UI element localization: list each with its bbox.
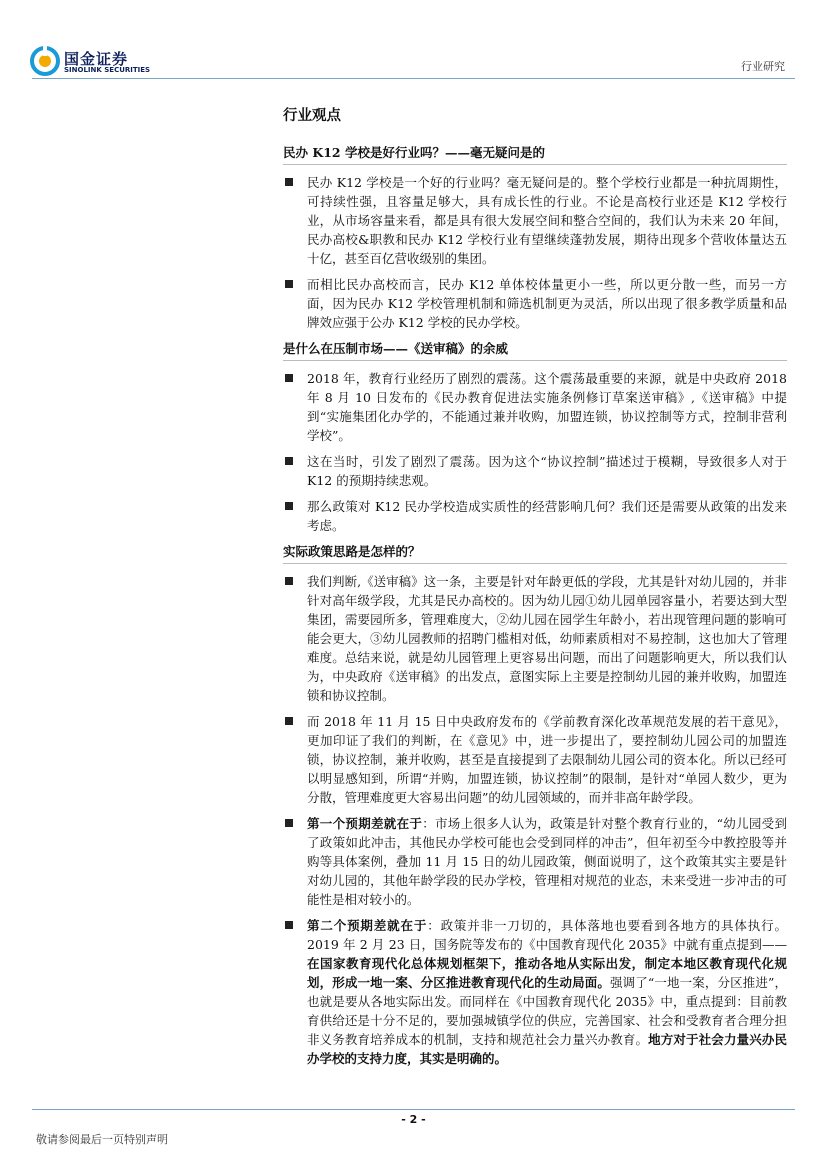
company-logo <box>30 46 160 80</box>
square-bullet-icon <box>283 712 307 807</box>
list-item <box>283 452 787 490</box>
heading-block-1 <box>283 143 787 165</box>
bold-quote: 在国家教育现代化总体规划框架下，推动各地从实际出发，制定本地区教育现代化规划，形成一地一案、分区推进教育现代化的生动局面。 <box>307 956 787 990</box>
section-heading: 是什么在压制市场——《送审稿》的余威 <box>283 341 509 356</box>
paragraph: 我们判断,《送审稿》这一条，主要是针对年龄更低的学段，尤其是针对幼儿园的，并非针对高年级学段，尤其是民办高校的。因为幼儿园①幼儿园单园容量小，若要达到大型集团，需要园所多，管理难度大，②幼儿园在园学生年龄小，若出现管理问题的影响可能会更大，③幼儿园教师的招聘门槛相对低，幼师素质相对不易控制，这也加大了管理难度。总结来说，就是幼儿园管理上更容易出问题，而出了问题影响更大，所以我们认为，中央政府《送审稿》的出发点，意图实际上主要是控制幼儿园的兼并收购，加盟连锁和协议控制。 <box>307 574 787 703</box>
footer-divider <box>32 1109 795 1110</box>
square-bullet-icon <box>283 814 307 909</box>
page-number: - 2 - <box>401 1113 426 1126</box>
list-item <box>283 369 787 445</box>
list-item <box>283 173 787 268</box>
paragraph-body: 强调了“一地一案，分区推进”，也就是要从各地实际出发。而同样在《中国教育现代化 2035》中，重点提到：目前教育供给还是十分不足的，要加强城镇学位的供应，完善国家、社会和受教育者合理分担非义务教育培养成本的机制，支持和规范社会力量兴办教育。 <box>307 975 787 1047</box>
list-item <box>283 572 787 705</box>
section-heading: 民办 K12 学校是好行业吗？——毫无疑问是的 <box>283 145 545 160</box>
square-bullet-icon <box>283 916 307 1068</box>
paragraph: 而 2018 年 11 月 15 日中央政府发布的《学前教育深化改革规范发展的若干意见》，更加印证了我们的判断，在《意见》中，进一步提出了，要控制幼儿园公司的加盟连锁，协议控制，兼并收购，甚至是直接提到了去限制幼儿园公司的资本化。所以已经可以明显感知到，所谓“并购，加盟连锁，协议控制”的限制，是针对“单园人数少，更为分散，管理难度更大容易出问题”的幼儿园领域的，而并非高年龄学段。 <box>307 714 787 805</box>
paragraph <box>307 916 787 1068</box>
list-item <box>283 712 787 807</box>
bold-lead: 第二个预期差就在于 <box>307 918 428 933</box>
footer-disclaimer: 敬请参阅最后一页特别声明 <box>36 1133 168 1146</box>
heading-block-2 <box>283 339 787 361</box>
paragraph: 民办 K12 学校是一个好的行业吗？毫无疑问是的。整个学校行业都是一种抗周期性，可持续性强，且容量足够大，具有成长性的行业。不论是高校行业还是 K12 学校行业，从市场容量来看，都是具有很大发展空间和整合空间的，我们认为未来 20 年间，民办高校&职教和民办 K12 学校行业有望继续蓬勃发展，期待出现多个营收体量达五十亿，甚至百亿营收级别的集团。 <box>307 175 787 266</box>
list-item <box>283 275 787 332</box>
bold-conclusion: 地方对于社会力量兴办民办学校的支持力度，其实是明确的。 <box>307 1032 787 1066</box>
square-bullet-icon <box>283 275 307 332</box>
logo-text-en: SINOLINK SECURITIES <box>64 66 151 74</box>
page-title: 行业观点 <box>283 107 341 124</box>
main-content <box>283 104 787 1075</box>
section-label: 行业研究 <box>741 60 785 73</box>
paragraph-body: ：政策并非一刀切的，具体落地也要看到各地方的具体执行。2019 年 2 月 23 日，国务院等发布的《中国教育现代化 2035》中就有重点提到—— <box>307 918 787 952</box>
paragraph: 而相比民办高校而言，民办 K12 单体校体量更小一些，所以更分散一些，而另一方面，因为民办 K12 学校管理机制和筛选机制更为灵活，所以出现了很多教学质量和品牌效应强于公办 K12 学校的民办学校。 <box>307 277 787 330</box>
sinolink-logo-icon <box>30 46 60 76</box>
paragraph-body: ：市场上很多人认为，政策是针对整个教育行业的，“幼儿园受到了政策如此冲击，其他民办学校可能也会受到同样的冲击”，但年初至今中教控股等并购等具体案例，叠加 11 月 15 日的幼儿园政策，侧面说明了，这个政策其实主要是针对幼儿园的，其他年龄学段的民办学校，管理相对规范的业态，未来受进一步冲击的可能性是相对较小的。 <box>307 816 787 907</box>
square-bullet-icon <box>283 369 307 445</box>
heading-block-3 <box>283 542 787 564</box>
list-item <box>283 814 787 909</box>
square-bullet-icon <box>283 497 307 535</box>
square-bullet-icon <box>283 173 307 268</box>
list-item <box>283 497 787 535</box>
list-item <box>283 916 787 1068</box>
header-divider <box>32 78 795 79</box>
paragraph <box>307 814 787 909</box>
square-bullet-icon <box>283 572 307 705</box>
paragraph: 这在当时，引发了剧烈了震荡。因为这个“协议控制”描述过于模糊，导致很多人对于 K12 的预期持续悲观。 <box>307 454 787 488</box>
square-bullet-icon <box>283 452 307 490</box>
logo-text-cn: 国金证券 <box>64 50 129 68</box>
bold-lead: 第一个预期差就在于 <box>307 816 423 831</box>
paragraph: 那么政策对 K12 民办学校造成实质性的经营影响几何？我们还是需要从政策的出发来考虑。 <box>307 499 787 533</box>
paragraph: 2018 年，教育行业经历了剧烈的震荡。这个震荡最重要的来源，就是中央政府 2018 年 8 月 10 日发布的《民办教育促进法实施条例修订草案送审稿》,《送审稿》中提到“实施集团化办学的，不能通过兼并收购，加盟连锁，协议控制等方式，控制非营利学校”。 <box>307 371 787 443</box>
section-heading: 实际政策思路是怎样的？ <box>283 544 421 559</box>
